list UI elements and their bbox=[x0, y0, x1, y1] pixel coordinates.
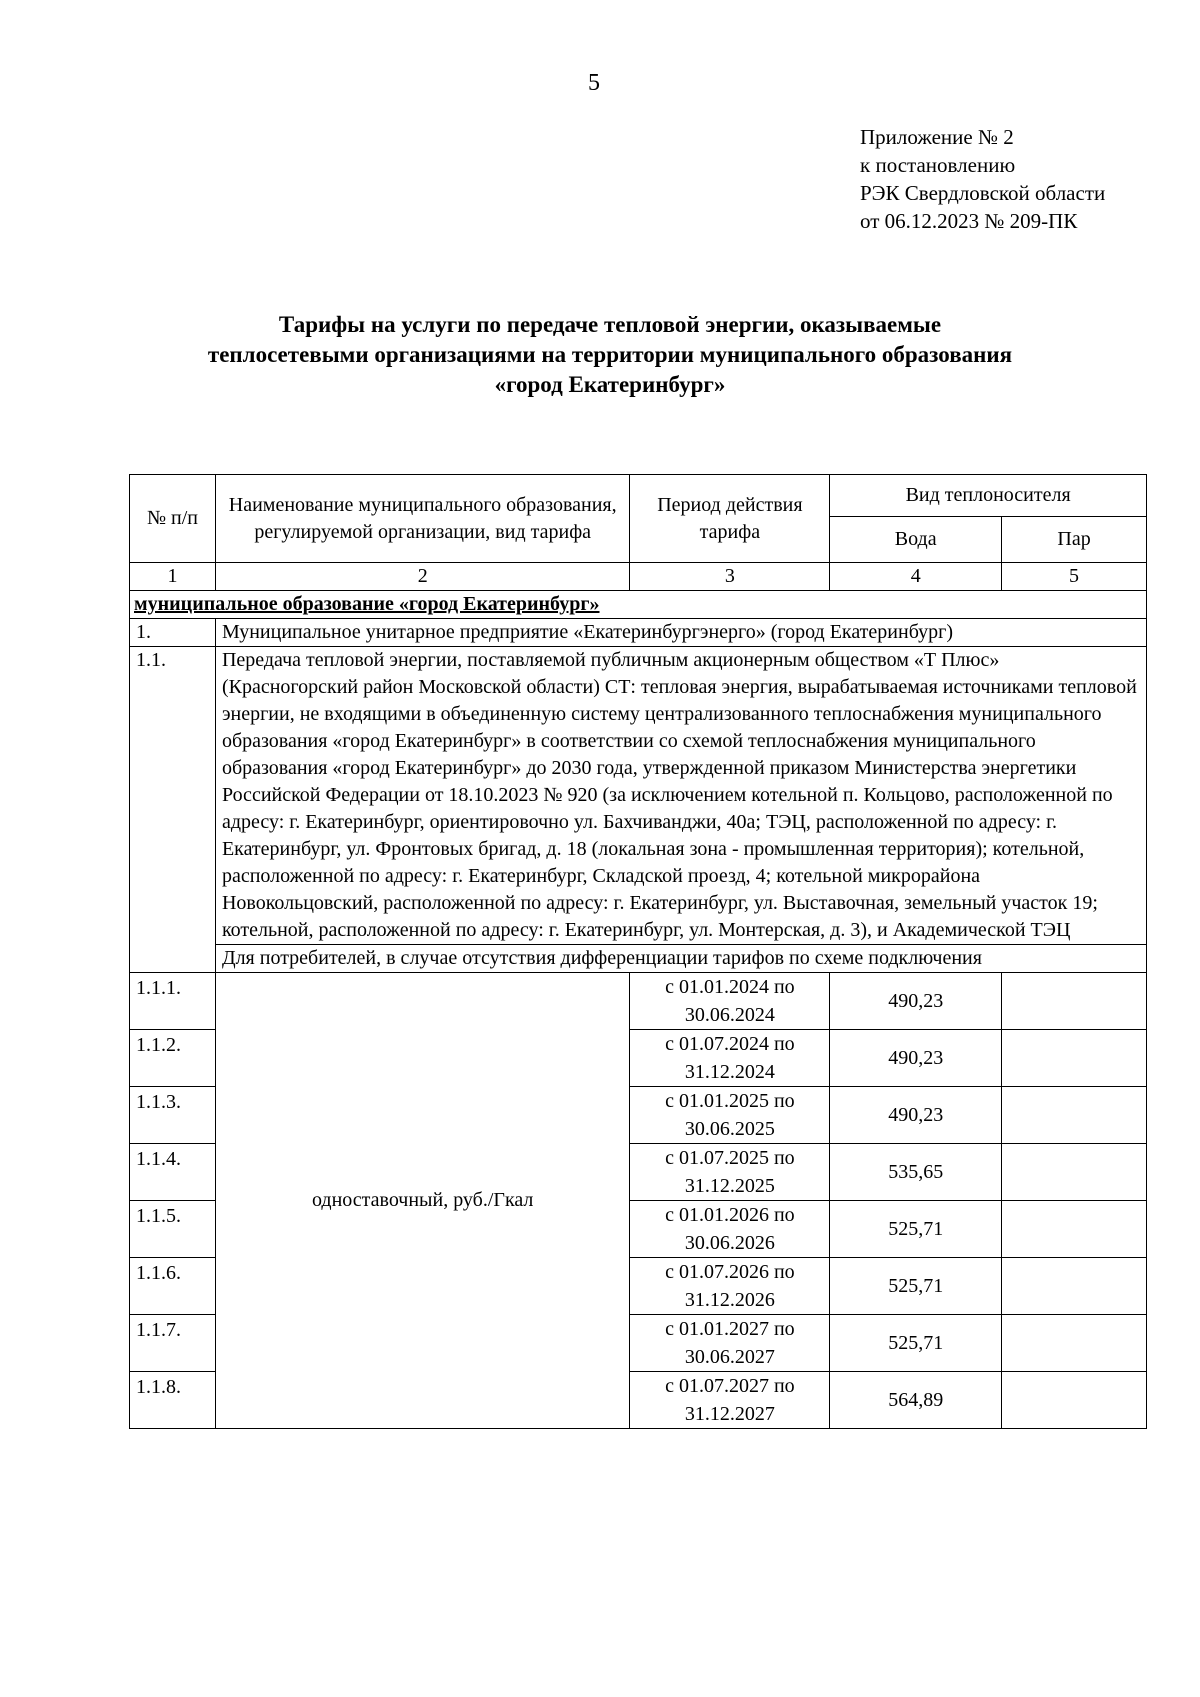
row-period bbox=[630, 1201, 830, 1258]
consumers-row bbox=[130, 945, 1147, 973]
page-number: 5 bbox=[588, 70, 600, 96]
row-water-value: 490,23 bbox=[830, 1030, 1002, 1087]
row-steam-value bbox=[1002, 973, 1147, 1030]
section-title: муниципальное образование «город Екатеринбург» bbox=[130, 591, 1147, 619]
row-num: 1.1.3. bbox=[130, 1087, 216, 1144]
row-steam-value bbox=[1002, 1201, 1147, 1258]
row-steam-value bbox=[1002, 1258, 1147, 1315]
title-line: «город Екатеринбург» bbox=[494, 372, 726, 397]
tariffs-table bbox=[129, 474, 1147, 1429]
header-period: Период действия тарифа bbox=[630, 475, 830, 563]
appendix-line: от 06.12.2023 № 209-ПК bbox=[860, 209, 1078, 233]
header-steam: Пар bbox=[1002, 517, 1147, 563]
document-title bbox=[140, 310, 1080, 400]
period-to: 31.12.2027 bbox=[684, 1403, 775, 1425]
period-to: 31.12.2025 bbox=[684, 1175, 775, 1197]
row-water-value: 490,23 bbox=[830, 1087, 1002, 1144]
row-num: 1.1.5. bbox=[130, 1201, 216, 1258]
period-from: с 01.01.2025 по bbox=[665, 1090, 795, 1112]
period-to: 30.06.2027 bbox=[684, 1346, 775, 1368]
row-period bbox=[630, 1372, 830, 1429]
service-row bbox=[130, 647, 1147, 945]
row-num: 1.1.1. bbox=[130, 973, 216, 1030]
column-number: 5 bbox=[1002, 563, 1147, 591]
row-period bbox=[630, 1258, 830, 1315]
row-steam-value bbox=[1002, 1315, 1147, 1372]
appendix-line: к постановлению bbox=[860, 153, 1016, 177]
column-number: 3 bbox=[630, 563, 830, 591]
row-num: 1.1.8. bbox=[130, 1372, 216, 1429]
appendix-header bbox=[860, 123, 1105, 235]
row-num: 1.1.4. bbox=[130, 1144, 216, 1201]
row-water-value: 525,71 bbox=[830, 1315, 1002, 1372]
period-to: 31.12.2026 bbox=[684, 1289, 775, 1311]
row-water-value: 535,65 bbox=[830, 1144, 1002, 1201]
row-water-value: 525,71 bbox=[830, 1258, 1002, 1315]
period-to: 31.12.2024 bbox=[684, 1061, 775, 1083]
period-from: с 01.01.2024 по bbox=[665, 976, 795, 998]
row-steam-value bbox=[1002, 1144, 1147, 1201]
period-from: с 01.01.2026 по bbox=[665, 1204, 795, 1226]
row-steam-value bbox=[1002, 1030, 1147, 1087]
service-description: Передача тепловой энергии, поставляемой публичным акционерным обществом «Т Плюс» (Красногорский район Московской области) СТ: тепловая энергия, вырабатываемая источниками тепловой энергии, не входящими в объединенную систему централизованного теплоснабжения муниципального образования «город Екатеринбург» в соответствии со схемой теплоснабжения муниципального образования «город Екатеринбург» до 2030 года, утвержденной приказом Министерства энергетики Российской Федерации от 18.10.2023 № 920 (за исключением котельной п. Кольцово, расположенной по адресу: г. Екатеринбург, ориентировочно ул. Бахчиванджи, 40а; ТЭЦ, расположенной по адресу: г. Екатеринбург, ул. Фронтовых бригад, д. 18 (локальная зона - промышленная территория); котельной, расположенной по адресу: г. Екатеринбург, Складской проезд, 4; котельной микрорайона Новокольцовский, расположенной по адресу: г. Екатеринбург, ул. Выставочная, земельный участок 19; котельной, расположенной по адресу: г. Екатеринбург, ул. Монтерская, д. 3), и Академической ТЭЦ bbox=[215, 647, 1146, 945]
period-from: с 01.07.2026 по bbox=[665, 1261, 795, 1283]
org-row bbox=[130, 619, 1147, 647]
row-num: 1.1.7. bbox=[130, 1315, 216, 1372]
row-water-value: 490,23 bbox=[830, 973, 1002, 1030]
header-name: Наименование муниципального образования, регулируемой организации, вид тарифа bbox=[215, 475, 630, 563]
period-from: с 01.07.2024 по bbox=[665, 1033, 795, 1055]
row-steam-value bbox=[1002, 1372, 1147, 1429]
row-water-value: 564,89 bbox=[830, 1372, 1002, 1429]
section-row bbox=[130, 591, 1147, 619]
period-to: 30.06.2026 bbox=[684, 1232, 775, 1254]
org-num: 1. bbox=[130, 619, 216, 647]
title-line: теплосетевыми организациями на территории муниципального образования bbox=[207, 342, 1013, 367]
row-period bbox=[630, 973, 830, 1030]
org-name: Муниципальное унитарное предприятие «Екатеринбургэнерго» (город Екатеринбург) bbox=[215, 619, 1146, 647]
consumers-note: Для потребителей, в случае отсутствия дифференциации тарифов по схеме подключения bbox=[215, 945, 1146, 973]
column-number: 2 bbox=[215, 563, 630, 591]
column-numbers-row bbox=[130, 563, 1147, 591]
tariff-type: одноставочный, руб./Гкал bbox=[215, 973, 630, 1429]
header-num: № п/п bbox=[130, 475, 216, 563]
row-num: 1.1.2. bbox=[130, 1030, 216, 1087]
period-from: с 01.07.2025 по bbox=[665, 1147, 795, 1169]
appendix-line: Приложение № 2 bbox=[860, 125, 1014, 149]
header-carrier: Вид теплоносителя bbox=[830, 475, 1147, 517]
row-period bbox=[630, 1030, 830, 1087]
period-to: 30.06.2025 bbox=[684, 1118, 775, 1140]
table-row bbox=[130, 973, 1147, 1030]
header-water: Вода bbox=[830, 517, 1002, 563]
row-period bbox=[630, 1087, 830, 1144]
row-num: 1.1.6. bbox=[130, 1258, 216, 1315]
period-from: с 01.01.2027 по bbox=[665, 1318, 795, 1340]
column-number: 4 bbox=[830, 563, 1002, 591]
period-to: 30.06.2024 bbox=[684, 1004, 775, 1026]
row-period bbox=[630, 1315, 830, 1372]
appendix-line: РЭК Свердловской области bbox=[860, 181, 1106, 205]
period-from: с 01.07.2027 по bbox=[665, 1375, 795, 1397]
row-water-value: 525,71 bbox=[830, 1201, 1002, 1258]
row-steam-value bbox=[1002, 1087, 1147, 1144]
row-period bbox=[630, 1144, 830, 1201]
title-line: Тарифы на услуги по передаче тепловой энергии, оказываемые bbox=[278, 312, 942, 337]
service-num: 1.1. bbox=[130, 647, 216, 973]
column-number: 1 bbox=[130, 563, 216, 591]
